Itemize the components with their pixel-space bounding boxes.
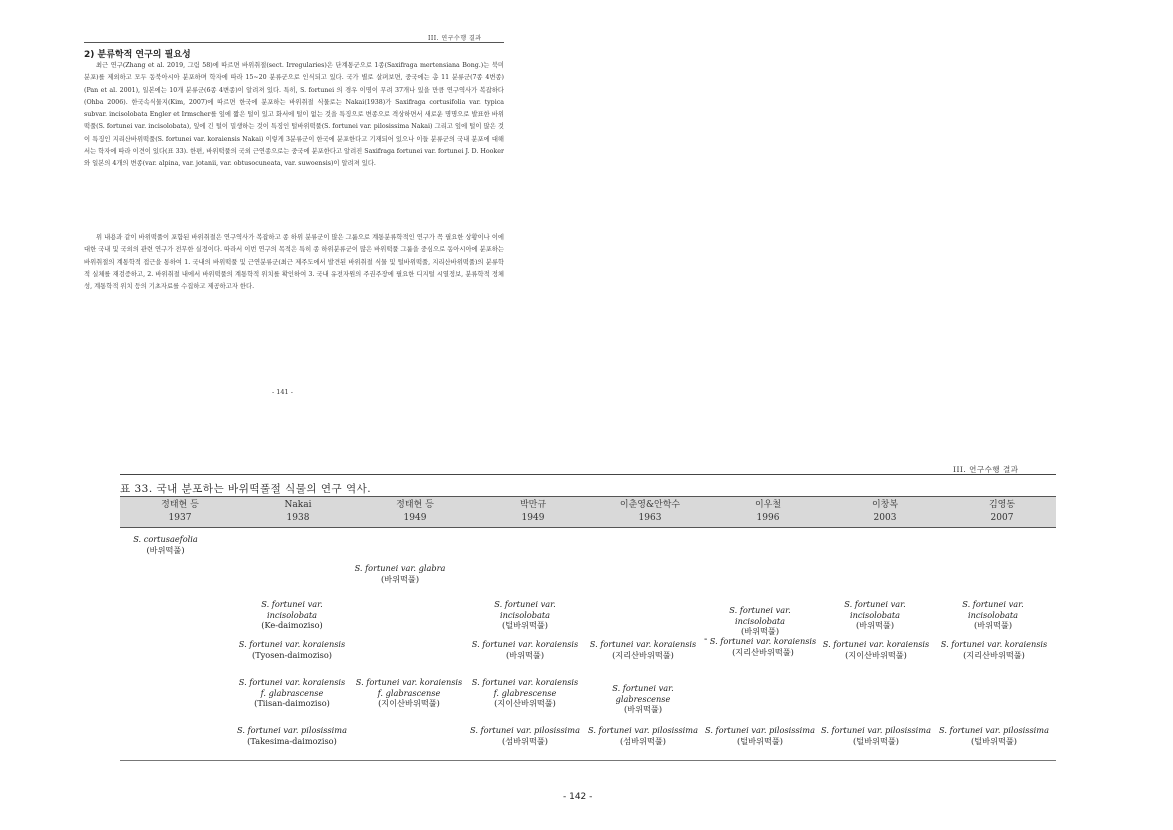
table-cell: S. fortunei var. pilosissima (털바위떡풀): [939, 725, 1049, 746]
paragraph-1-text: 최근 연구(Zhang et al. 2019, 그림 58)에 따르면 바위취절(sect. Irregularies)은 단계통군으로 1종(Saxifraga mertensiana Bong.)는 북미 분포)를 제외하고 모두 동북아시아 분포하며 학자에 따라 15~20 분류군으로 인식되고 있다. 국가 별로 살펴보면, 중국에는 총 11 분류군(7종 4변종)(Pan et al. 2001), 일본에는 10개 분류군(6종 4변종)이 알려져 있다. 특히, S. fortunei 의 경우 이명이 무려 37개나 있을 만큼 연구역사가 복잡하다(Ohba 2006). 한국속식물지(Kim, 2007)에 따르면 한국에 분포하는 바위취절 식물로는 Nakai(1938)가 Saxifraga cortusifolia var. typica subvar. incisolobata Engler et Irmscher를 잎에 짧은 털이 있고 화서에 털이 없는 것을 특징으로 변종으로 격상하면서 새로운 명명으로 발표한 바위떡풀(S. fortunei var. incisolobata), 잎에 긴 털이 밀생하는 것이 특징인 털바위떡풀(S. fortunei var. pilosissima Nakai) 그리고 잎에 털이 많은 것이 특징인 지리산바위떡풀(S. fortunei var. koraiensis Nakai) 이렇게 3분류군이 한국에 분포한다고 기재되어 있으나 이들 분류군의 국내 분포에 대해서는 학자에 따라 이견이 있다(표 33). 한편, 바위떡풀의 국외 근연종으로는 중국에 분포한다고 알려진 Saxifraga fortunei var. fortunei J. D. Hooker와 일본의 4개의 변종(var. alpina, var. jotanii, var. obtusocuneata, var. suwoensis)이 알려져 있다.: [84, 62, 504, 168]
col-header-2: Nakai 1938: [284, 500, 312, 523]
col-header-7: 이창복 2003: [871, 500, 899, 523]
table-cell: S. fortunei var. pilosissima (털바위떡풀): [705, 725, 815, 746]
header-rule-bottom: [120, 474, 1056, 475]
page-number-top: - 141 -: [272, 388, 293, 396]
col-header-8: 김영동 2007: [988, 500, 1016, 523]
table-cell: S. fortunei var. koraiensis (Tyosen-daimoziso): [238, 639, 346, 660]
body-paragraph-1: [84, 60, 504, 171]
col-header-1: 정태현 등 1937: [161, 500, 199, 523]
page-number-bottom: - 142 -: [563, 792, 593, 802]
table-cell: S. fortunei var. pilosissima (털바위떡풀): [821, 725, 931, 746]
table-cell: S. fortunei var. incisolobata (Ke-daimoziso): [261, 599, 323, 631]
page-header-top: III. 연구수행 결과: [428, 35, 482, 42]
col-header-4: 박만규 1949: [519, 500, 547, 523]
table-cell: S. fortunei var. incisolobata (털바위떡풀): [494, 599, 556, 631]
page-header-bottom: III. 연구수행 결과: [953, 465, 1019, 474]
table-cell: S. fortunei var. incisolobata (바위떡풀): [962, 599, 1024, 631]
header-rule: [84, 42, 504, 43]
table-cell: S. fortunei var. incisolobata (바위떡풀): [844, 599, 906, 631]
table-cell: S. fortunei var. glabrescense (바위떡풀): [612, 683, 674, 715]
table-caption: 표 33. 국내 분포하는 바위떡풀절 식물의 연구 역사.: [120, 483, 372, 495]
body-paragraph-2: [84, 232, 504, 293]
table-cell: S. fortunei var. koraiensis f. glabrascense (Tiisan-daimoziso): [238, 677, 346, 709]
table-cell: S. fortunei var. koraiensis (바위떡풀): [471, 639, 579, 660]
table-cell: S. fortunei var. pilosissima (섬바위떡풀): [588, 725, 698, 746]
table-cell: S. cortusaefolia (바위떡풀): [133, 534, 198, 555]
table-cell: S. fortunei var. pilosissima (Takesima-daimoziso): [237, 725, 347, 746]
table-cell: S. fortunei var. glabra (바위떡풀): [354, 563, 446, 584]
table-cell: S. fortunei var. koraiensis (지이산바위떡풀): [822, 639, 930, 660]
table-cell: S. fortunei var. koraiensis (지리산바위떡풀): [709, 636, 817, 657]
dash-marker: -: [704, 634, 708, 645]
table-cell: S. fortunei var. koraiensis f. glabrescense (지이산바위떡풀): [471, 677, 579, 709]
table-cell: S. fortunei var. pilosissima (섬바위떡풀): [470, 725, 580, 746]
col-header-6: 이우철 1996: [754, 500, 782, 523]
table-cell: S. fortunei var. incisolobata (바위떡풀): [729, 605, 791, 637]
table-bottom-rule: [120, 760, 1056, 761]
col-header-5: 이춘영&안학수 1963: [619, 500, 681, 523]
table-header: [120, 496, 1056, 528]
table-cell: S. fortunei var. koraiensis (지리산바위떡풀): [940, 639, 1048, 660]
table-cell: S. fortunei var. koraiensis f. glabrascense (지이산바위떡풀): [355, 677, 463, 709]
section-title: 2) 분류학적 연구의 필요성: [84, 50, 191, 60]
col-header-3: 정태현 등 1949: [396, 500, 434, 523]
table-cell: S. fortunei var. koraiensis (지리산바위떡풀): [589, 639, 697, 660]
paragraph-2-text: 위 내용과 같이 바위떡풀이 포함된 바위취절은 연구역사가 복잡하고 종 하위 분류군이 많은 그룹으로 계통분류학적인 연구가 꼭 필요한 상황이나 이에 대한 국내 및 국외의 관련 연구가 전무한 실정이다. 따라서 이번 연구의 목적은 특히 종 하위분류군이 많은 바위떡풀 그룹을 중심으로 동아시아에 분포하는 바위취절의 계통학적 접근을 통하여 1. 국내의 바위떡풀 및 근연분류군(최근 제주도에서 발견된 바위취절 식물 및 털바위떡풀, 지리산바위떡풀)의 분류학적 실체를 재검증하고, 2. 바위취절 내에서 바위떡풀의 계통학적 위치를 확인하여 3. 국내 유전자원의 주권주장에 필요한 디지털 시열정보, 분류학적 정체성, 계통학적 위치 등의 기초자료를 수집하고 제공하고자 한다.: [84, 234, 504, 291]
